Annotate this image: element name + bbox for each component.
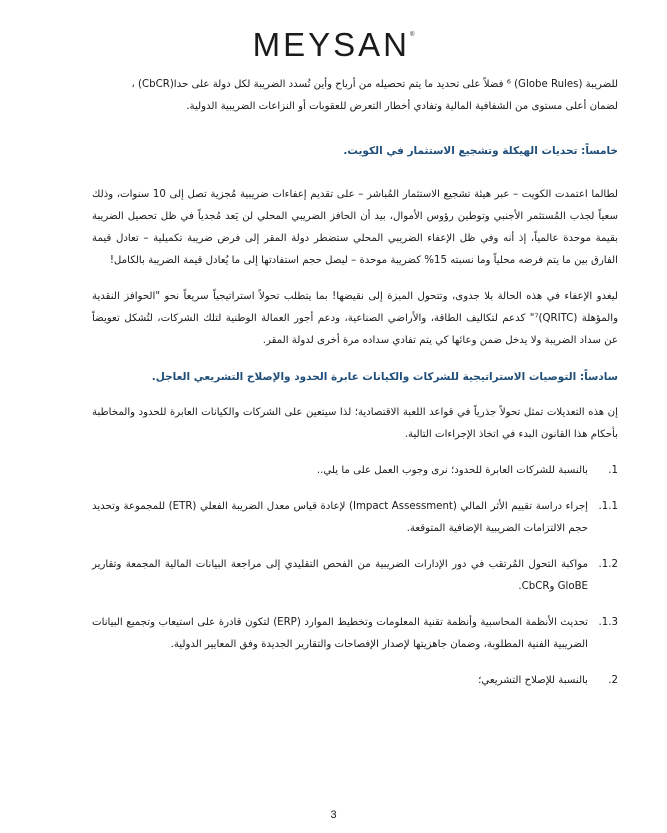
intro-line-2: لضمان أعلى مستوى من الشفافية المالية وتفادي أخطار التعرض للعقوبات أو النزاعات الضريبية الدولية. [186, 101, 618, 112]
list-item-number: 1. [608, 465, 618, 476]
list-item-number: 2. [608, 675, 618, 686]
section-5-heading: خامساً: تحديات الهيكلة وتشجيع الاستثمار في الكويت. [343, 145, 618, 157]
company-logo [0, 26, 667, 64]
page-number: 3 [330, 809, 337, 821]
logo-text: MEYSAN [252, 26, 410, 63]
list-item-number: 1.1. [598, 501, 618, 512]
section-5-paragraph-2: ليغدو الإعفاء في هذه الحالة بلا جدوى، وتتحول الميزة إلى نقيضها! بما يتطلب تحولاً استراتيجياً سريعاً نحو "الحوافز النقدية والمؤهلة (QRITC)⁷" كدعم لتكاليف الطاقة، والأراضي الصناعية، ودعم أجور العمالة الوطنية لتلك الشركات، لتُشكل تعويضاً عن سداد الضريبة ولا يدخل ضمن وعائها كي يتم تفادي سداده مرة أخرى لدولة المقر. [92, 291, 618, 346]
list-item-text: بالنسبة للشركات العابرة للحدود؛ نرى وجوب العمل على ما يلي.. [316, 465, 588, 476]
list-item-text: تحديث الأنظمة المحاسبية وأنظمة تقنية المعلومات وتخطيط الموارد (ERP) لتكون قادرة على استيعاب وتجميع البيانات الضريبية الفنية المطلوبة، وضمان جاهزيتها لإصدار الإفصاحات والتقارير الجديدة وفق المعايير الدولية. [92, 617, 588, 650]
list-item-text: بالنسبة للإصلاح التشريعي؛ [478, 675, 588, 686]
list-item-text: مواكبة التحول المُرتقب في دور الإدارات الضريبية من الفحص التقليدي إلى مراجعة البيانات المالية المجمعة وتقارير GloBE وCbCR. [92, 559, 588, 592]
list-item-number: 1.2. [598, 559, 618, 570]
list-item-1-1 [92, 496, 618, 540]
section-6-heading: سادساً: التوصيات الاستراتيجية للشركات والكيانات عابرة الحدود والإصلاح التشريعي العاجل. [151, 371, 618, 383]
list-item-1 [92, 460, 618, 482]
section-5-paragraph-1: لطالما اعتمدت الكويت – عبر هيئة تشجيع الاستثمار المُباشر – على تقديم إعفاءات ضريبية مُجزية تصل إلى 10 سنوات، وذلك سعياً لجذب المُستثمر الأجنبي وتوطين رؤوس الأموال، بيد أن الحافز الضريبي المحلي لن يَعد مُجدياً في ظل تحصيل الضريبة بقيمة موحدة عالمياً، إذ أنه وفي ظل الإعفاء الضريبي المحلي ستضطر دولة المقر إلى فرض ضريبة تكميلية – تعادل قيمة الفارق بين ما يتم فرضه محلياً وما نسبته 15% كضريبة موحدة – ليصل حجم استفادتها إلى ما يُعادل قيمة الضريبة بالكامل! [92, 189, 618, 266]
list-item-2 [92, 670, 618, 692]
intro-line-1: للضريبة (Globe Rules) ⁶ فضلاً على تحديد ما يتم تحصيله من أرباح وأين تُسدد الضريبة لكل دولة على حدا(CbCR) ، [131, 79, 618, 90]
registered-mark: ® [409, 32, 415, 38]
list-item-1-3 [92, 612, 618, 656]
list-item-text: إجراء دراسة تقييم الأثر المالي (Impact Assessment) لإعادة قياس معدل الضريبة الفعلي (ETR) للمجموعة وتحديد حجم الالتزامات الضريبية الإضافية المتوقعة. [92, 501, 588, 534]
document-body [92, 74, 618, 692]
section-6-paragraph-1: إن هذه التعديلات تمثل تحولاً جذرياً في قواعد اللعبة الاقتصادية؛ لذا سيتعين على الشركات والكيانات العابرة للحدود والمخاطبة بأحكام هذا القانون البدء في اتخاذ الإجراءات التالية. [92, 407, 618, 440]
list-item-number: 1.3. [598, 617, 618, 628]
list-item-1-2 [92, 554, 618, 598]
